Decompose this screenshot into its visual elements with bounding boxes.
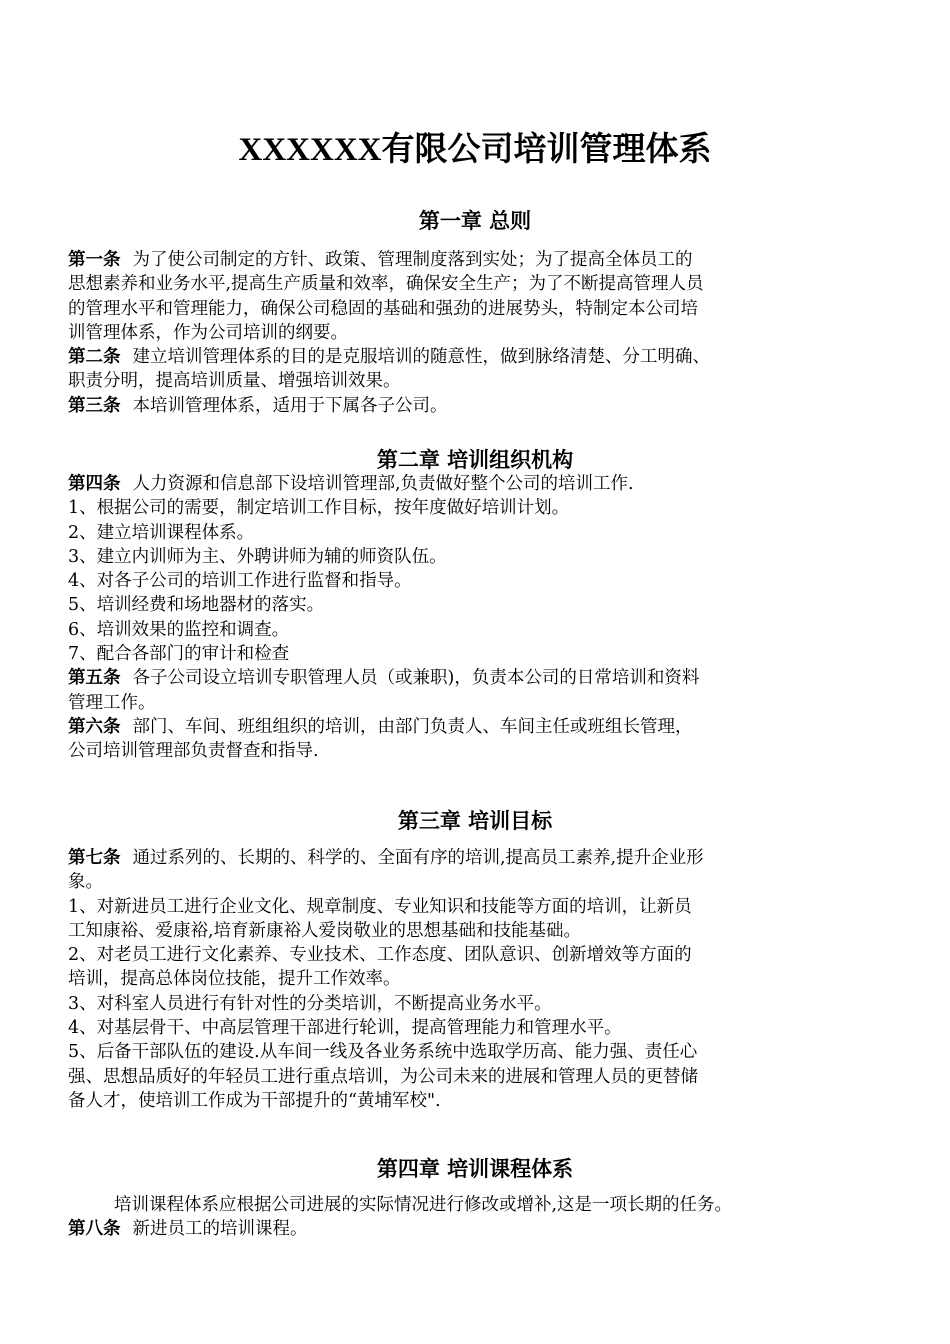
paragraph-text: 4、对各子公司的培训工作进行监督和指导。 bbox=[68, 571, 412, 592]
paragraph-text: 通过系列的、长期的、科学的、全面有序的培训,提高员工素养,提升企业形 bbox=[132, 848, 704, 868]
paragraph-line bbox=[68, 739, 888, 763]
paragraph-line bbox=[68, 1217, 888, 1241]
paragraph-line bbox=[68, 642, 888, 666]
paragraph-text: 工知康裕、爱康裕,培育新康裕人爱岗敬业的思想基础和技能基础。 bbox=[68, 920, 582, 941]
paragraph-text: 新进员工的培训课程。 bbox=[132, 1219, 308, 1240]
paragraph-text: 培训课程体系应根据公司进展的实际情况进行修改或增补,这是一项长期的任务。 bbox=[114, 1195, 733, 1215]
paragraph-text: 7、配合各部门的审计和检查 bbox=[68, 644, 290, 665]
paragraph-line bbox=[68, 967, 888, 991]
chapter-2-body bbox=[68, 472, 888, 764]
article-number: 第五条 bbox=[68, 668, 121, 689]
paragraph-text: 2、对老员工进行文化素养、专业技术、工作态度、团队意识、创新增效等方面的 bbox=[68, 945, 692, 966]
paragraph-line bbox=[68, 593, 888, 617]
paragraph-line bbox=[68, 394, 888, 418]
paragraph-line bbox=[68, 715, 888, 739]
paragraph-line bbox=[68, 919, 888, 943]
paragraph-text: 公司培训管理部负责督查和指导. bbox=[68, 741, 319, 762]
paragraph-line bbox=[68, 895, 888, 919]
paragraph-line bbox=[68, 618, 888, 642]
chapter-4-body bbox=[68, 1193, 888, 1242]
paragraph-line bbox=[68, 321, 888, 345]
paragraph-text: 人力资源和信息部下设培训管理部,负责做好整个公司的培训工作. bbox=[132, 474, 634, 494]
paragraph-text: 职责分明，提高培训质量、增强培训效果。 bbox=[68, 371, 401, 392]
paragraph-text: 象。 bbox=[68, 872, 103, 893]
paragraph-text: 5、培训经费和场地器材的落实。 bbox=[68, 595, 325, 616]
paragraph-text: 强、思想品质好的年轻员工进行重点培训，为公司未来的进展和管理人员的更替储 bbox=[68, 1066, 698, 1087]
chapter-4-heading: 第四章 培训课程体系 bbox=[376, 1156, 574, 1181]
paragraph-line bbox=[68, 992, 888, 1016]
paragraph-text: 5、后备干部队伍的建设.从车间一线及各业务系统中选取学历高、能力强、责任心 bbox=[68, 1042, 698, 1063]
paragraph-line bbox=[68, 297, 888, 321]
chapter-1-body bbox=[68, 248, 888, 418]
article-number: 第三条 bbox=[68, 395, 121, 416]
chapter-3-heading: 第三章 培训目标 bbox=[397, 808, 553, 833]
article-number: 第八条 bbox=[68, 1219, 121, 1240]
article-number: 第一条 bbox=[68, 250, 121, 270]
paragraph-line bbox=[68, 870, 888, 894]
paragraph-line bbox=[68, 369, 888, 393]
paragraph-line bbox=[68, 569, 888, 593]
paragraph-text: 的管理水平和管理能力，确保公司稳固的基础和强劲的进展势头，特制定本公司培 bbox=[68, 298, 698, 319]
paragraph-line bbox=[68, 496, 888, 520]
document-title: XXXXXX有限公司培训管理体系 bbox=[238, 132, 712, 168]
paragraph-line bbox=[68, 472, 888, 496]
paragraph-text: 2、建立培训课程体系。 bbox=[68, 522, 255, 543]
paragraph-text: 备人才，使培训工作成为干部提升的“黄埔军校". bbox=[68, 1090, 441, 1111]
paragraph-line bbox=[68, 666, 888, 690]
paragraph-text: 思想素养和业务水平,提高生产质量和效率，确保安全生产；为了不断提高管理人员 bbox=[68, 274, 704, 295]
chapter-3-body bbox=[68, 846, 888, 1113]
paragraph-line bbox=[68, 1016, 888, 1040]
paragraph-text: 管理工作。 bbox=[68, 692, 156, 713]
paragraph-text: 1、根据公司的需要，制定培训工作目标，按年度做好培训计划。 bbox=[68, 498, 570, 519]
paragraph-line bbox=[68, 248, 888, 272]
paragraph-line bbox=[68, 943, 888, 967]
paragraph-line bbox=[68, 1065, 888, 1089]
paragraph-line bbox=[68, 272, 888, 296]
article-number: 第六条 bbox=[68, 716, 121, 737]
article-number: 第七条 bbox=[68, 848, 121, 868]
article-number: 第四条 bbox=[68, 474, 121, 494]
paragraph-text: 3、对科室人员进行有针对性的分类培训，不断提高业务水平。 bbox=[68, 993, 552, 1014]
article-number: 第二条 bbox=[68, 347, 121, 368]
paragraph-text: 6、培训效果的监控和调查。 bbox=[68, 619, 290, 640]
chapter-2-heading: 第二章 培训组织机构 bbox=[376, 447, 574, 472]
paragraph-text: 训管理体系，作为公司培训的纲要。 bbox=[68, 322, 348, 343]
paragraph-text: 培训，提高总体岗位技能，提升工作效率。 bbox=[68, 969, 401, 990]
paragraph-text: 部门、车间、班组组织的培训，由部门负责人、车间主任或班组长管理， bbox=[132, 716, 693, 737]
paragraph-text: 建立培训管理体系的目的是克服培训的随意性，做到脉络清楚、分工明确、 bbox=[132, 347, 710, 368]
chapter-1-heading: 第一章 总则 bbox=[418, 208, 532, 233]
paragraph-text: 1、对新进员工进行企业文化、规章制度、专业知识和技能等方面的培训，让新员 bbox=[68, 896, 692, 917]
paragraph-line bbox=[68, 1089, 888, 1113]
paragraph-text: 3、建立内训师为主、外聘讲师为辅的师资队伍。 bbox=[68, 546, 447, 567]
paragraph-line bbox=[68, 1193, 888, 1217]
paragraph-line bbox=[68, 345, 888, 369]
paragraph-text: 各子公司设立培训专职管理人员（或兼职)，负责本公司的日常培训和资料 bbox=[132, 668, 700, 689]
paragraph-text: 4、对基层骨干、中高层管理干部进行轮训，提高管理能力和管理水平。 bbox=[68, 1018, 622, 1039]
paragraph-text: 本培训管理体系，适用于下属各子公司。 bbox=[132, 395, 448, 416]
paragraph-line bbox=[68, 545, 888, 569]
paragraph-line bbox=[68, 521, 888, 545]
paragraph-line bbox=[68, 1040, 888, 1064]
paragraph-line bbox=[68, 691, 888, 715]
paragraph-text: 为了使公司制定的方针、政策、管理制度落到实处；为了提高全体员工的 bbox=[132, 250, 693, 270]
paragraph-line bbox=[68, 846, 888, 870]
